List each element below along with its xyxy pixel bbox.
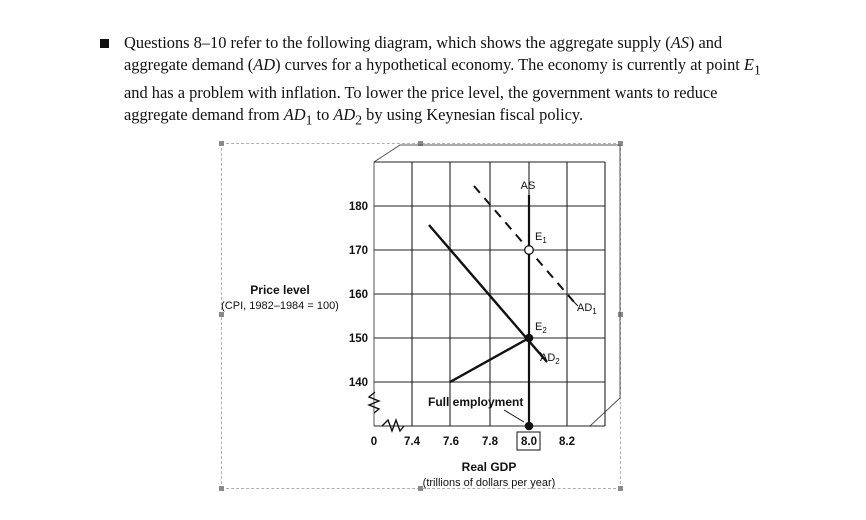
y-tick-label: 170 <box>348 245 368 257</box>
question-line-1: Questions 8–10 refer to the following diagram, which shows the aggregate supply (AS) and <box>124 33 723 52</box>
y-axis-title: Price level <box>250 283 310 297</box>
x-tick-label: 7.4 <box>404 436 420 448</box>
y-tick-label: 160 <box>348 289 368 301</box>
as-label: AS <box>520 180 536 192</box>
x-tick-label: 0 <box>370 436 378 448</box>
point-e2 <box>525 334 534 343</box>
full-employment-label: Full employment <box>428 395 524 409</box>
y-axis-subtitle: (CPI, 1982–1984 = 100) <box>221 300 339 312</box>
x-tick-label: 7.8 <box>482 436 498 448</box>
x-tick-label: 7.6 <box>443 436 459 448</box>
question-line-4: aggregate demand from $AD_1$ to $AD_2$ by using Keynesian fiscal policy. <box>124 105 584 128</box>
ad1-curve <box>474 186 574 302</box>
x-axis-subtitle: (trillions of dollars per year) <box>422 477 556 489</box>
question-line-3: and has a problem with inflation. To lower the price level, the government wants to reduce <box>124 82 718 102</box>
y-tick-label: 180 <box>348 201 368 213</box>
y-tick-label: 140 <box>348 377 368 389</box>
ad1-label: $AD_1$ <box>577 302 597 316</box>
x-axis-title: Real GDP <box>461 460 517 474</box>
e1-label: $E_1$ <box>535 231 547 245</box>
y-tick-label: 150 <box>348 333 368 345</box>
question-line-2: aggregate demand (AD) curves for a hypothetical economy. The economy is currently at point $E_1$ <box>124 55 761 78</box>
full-employment-pointer <box>504 410 524 422</box>
ad2-label: $AD_2$ <box>540 352 560 366</box>
point-e1 <box>525 246 534 255</box>
x-tick-label: 8.0 <box>521 436 537 448</box>
panel-back-edge <box>374 145 620 426</box>
x-tick-label: 8.2 <box>559 436 575 448</box>
e2-label: $E_2$ <box>535 321 547 335</box>
point-full-employment <box>525 422 534 431</box>
